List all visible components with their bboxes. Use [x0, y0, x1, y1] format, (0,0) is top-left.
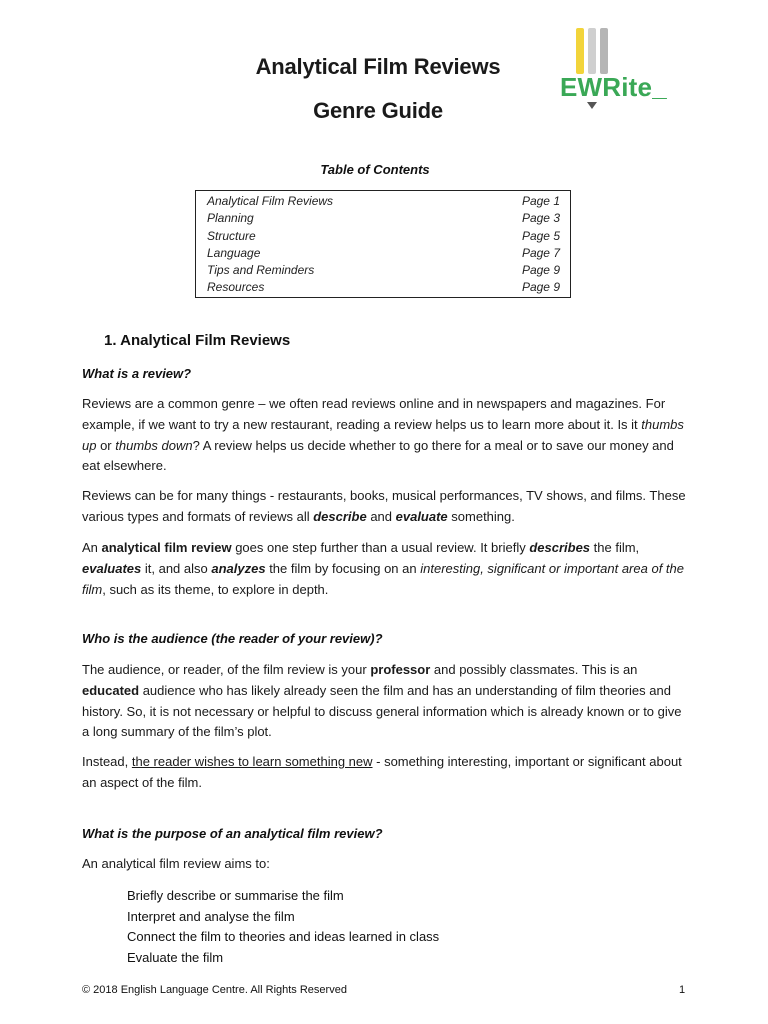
- toc-label: Analytical Film Reviews: [207, 194, 334, 208]
- question-audience: Who is the audience (the reader of your review)?: [82, 631, 383, 646]
- list-item: Interpret and analyse the film: [127, 908, 295, 924]
- toc-row[interactable]: [207, 210, 560, 227]
- paragraph-review-types: Reviews can be for many things - restaurants, books, musical performances, TV shows, and films. These various types and formats of reviews all describe and evaluate something.: [82, 488, 686, 524]
- question-what-is-review: What is a review?: [82, 366, 192, 381]
- toc-page: Page 5: [521, 228, 560, 243]
- logo-text: EWRite_: [560, 72, 667, 102]
- toc-row[interactable]: [207, 193, 560, 210]
- paragraph-reviews-intro: Reviews are a common genre – we often read reviews online and in newspapers and magazines. For example, if we want to try a new restaurant, reading a review helps us to learn more about it. Is it thumbs up or thumbs down? A review helps us decide whether to go there for a meal or to save our money and eat elsewhere.: [82, 396, 684, 474]
- paragraph-audience: The audience, or reader, of the film review is your professor and possibly classmates. This is an educated audience who has likely already seen the film and has an understanding of film theories and history. So, it is not necessary or helpful to discuss general information which is already known or to give a long summary of the film’s plot.: [82, 662, 682, 740]
- paragraph-analytical-review: An analytical film review goes one step further than a usual review. It briefly describes the film, evaluates it, and also analyzes the film by focusing on an interesting, significant or important area of the film, such as its theme, to explore in depth.: [82, 540, 684, 597]
- toc-page: Page 3: [521, 211, 560, 226]
- document-subtitle: Genre Guide: [313, 98, 443, 123]
- toc-row[interactable]: [207, 245, 560, 262]
- toc-label: Tips and Reminders: [207, 263, 315, 278]
- logo-bar-yellow: [576, 28, 584, 74]
- copyright-footer: © 2018 English Language Centre. All Rights Reserved: [82, 984, 347, 996]
- table-of-contents: [195, 190, 571, 298]
- question-purpose: What is the purpose of an analytical film review?: [82, 826, 383, 841]
- toc-label: Language: [207, 245, 261, 260]
- paragraph-instead: Instead, the reader wishes to learn something new - something interesting, important or significant about an aspect of the film.: [82, 754, 682, 790]
- paragraph-aims-intro: An analytical film review aims to:: [82, 856, 270, 871]
- toc-page: Page 1: [521, 194, 560, 208]
- toc-title: Table of Contents: [320, 162, 430, 177]
- list-item: Connect the film to theories and ideas learned in class: [127, 929, 440, 945]
- document-title: Analytical Film Reviews: [255, 54, 501, 79]
- list-item: Briefly describe or summarise the film: [127, 888, 344, 903]
- toc-row[interactable]: [207, 228, 560, 245]
- list-item: Evaluate the film: [127, 949, 224, 965]
- page-number: 1: [679, 984, 686, 996]
- toc-page: Page 9: [521, 263, 560, 278]
- toc-row[interactable]: [207, 279, 560, 296]
- logo-bar-gray: [600, 28, 608, 74]
- pencil-tip-icon: [587, 102, 597, 109]
- toc-page: Page 7: [521, 245, 560, 260]
- toc-page: Page 9: [521, 280, 560, 295]
- toc-label: Structure: [207, 228, 256, 243]
- logo-bar-light-gray: [588, 28, 596, 74]
- toc-label: Resources: [207, 280, 265, 295]
- aims-list: [127, 886, 439, 968]
- toc-row[interactable]: [207, 262, 560, 279]
- section-heading: 1. Analytical Film Reviews: [104, 332, 291, 349]
- toc-label: Planning: [207, 211, 254, 226]
- ewrite-logo: [556, 28, 676, 112]
